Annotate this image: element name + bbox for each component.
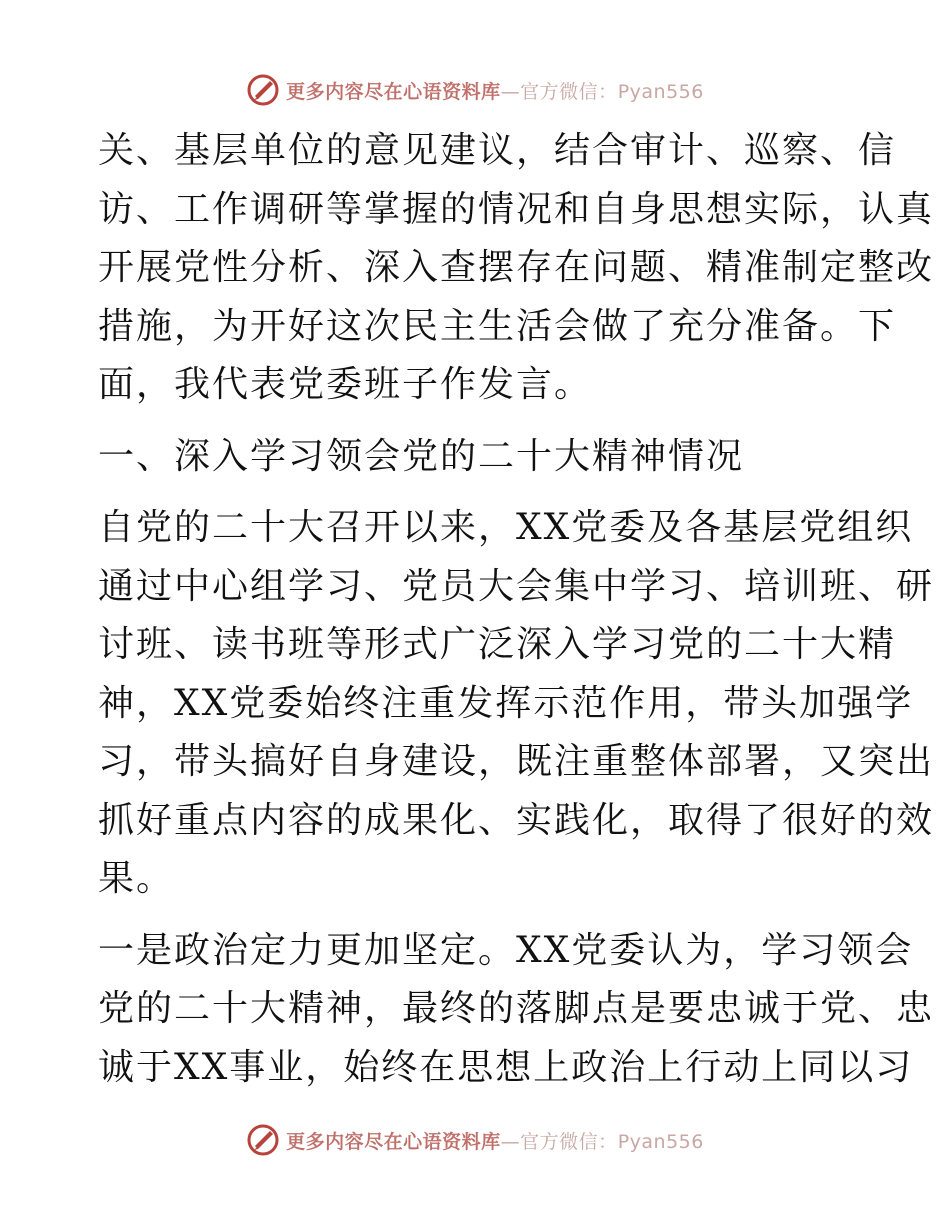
- paragraph-2: [98, 499, 935, 909]
- watermark-wechat-id: Pyan556: [617, 1130, 704, 1153]
- document-body: [98, 122, 935, 1110]
- text-line: 关、基层单位的意见建议，结合审计、巡察、信: [98, 130, 897, 171]
- text-line: 访、工作调研等掌握的情况和自身思想实际，认真: [98, 188, 935, 230]
- watermark-wechat-label: 官方微信：: [520, 1130, 618, 1153]
- text-line: 措施，为开好这次民主生活会做了充分准备。下: [98, 305, 897, 347]
- watermark-separator: —: [500, 80, 521, 103]
- text-line: 讨班、读书班等形式广泛深入学习党的二十大精: [98, 624, 897, 665]
- text-line: 开展党性分析、深入查摆存在问题、精准制定整改: [98, 247, 935, 288]
- text-line: 诚于XX事业，始终在思想上政治上行动上同以习: [98, 1046, 914, 1088]
- text-line: 面，我代表党委班子作发言。: [98, 364, 593, 405]
- text-line: 党的二十大精神，最终的落脚点是要忠诚于党、忠: [98, 988, 935, 1029]
- text-line: 自党的二十大召开以来，XX党委及各基层党组织: [98, 507, 914, 548]
- watermark-separator: —: [500, 1130, 521, 1153]
- seal-logo-icon: [246, 73, 280, 107]
- header-watermark: [0, 70, 950, 110]
- watermark-brand: 更多内容尽在心语资料库: [286, 80, 501, 103]
- watermark-wechat-label: 官方微信：: [520, 80, 618, 103]
- watermark-text: [286, 1127, 704, 1154]
- watermark-wechat-id: Pyan556: [617, 80, 704, 103]
- text-line: 通过中心组学习、党员大会集中学习、培训班、研: [98, 565, 935, 607]
- text-line: 抓好重点内容的成果化、实践化，取得了很好的效: [98, 799, 935, 841]
- seal-logo-icon: [246, 1123, 280, 1157]
- footer-watermark: [0, 1120, 950, 1160]
- text-line: 习，带头搞好自身建设，既注重整体部署，又突出: [98, 741, 935, 782]
- watermark-text: [286, 77, 704, 104]
- text-line: 神，XX党委始终注重发挥示范作用，带头加强学: [98, 682, 914, 724]
- watermark-brand: 更多内容尽在心语资料库: [286, 1130, 501, 1153]
- paragraph-1: [98, 122, 935, 415]
- section-heading-1: 一、深入学习领会党的二十大精神情况: [98, 435, 745, 477]
- paragraph-3: [98, 922, 935, 1098]
- text-line: 一是政治定力更加坚定。XX党委认为，学习领会: [98, 929, 914, 971]
- text-line: 果。: [98, 858, 175, 899]
